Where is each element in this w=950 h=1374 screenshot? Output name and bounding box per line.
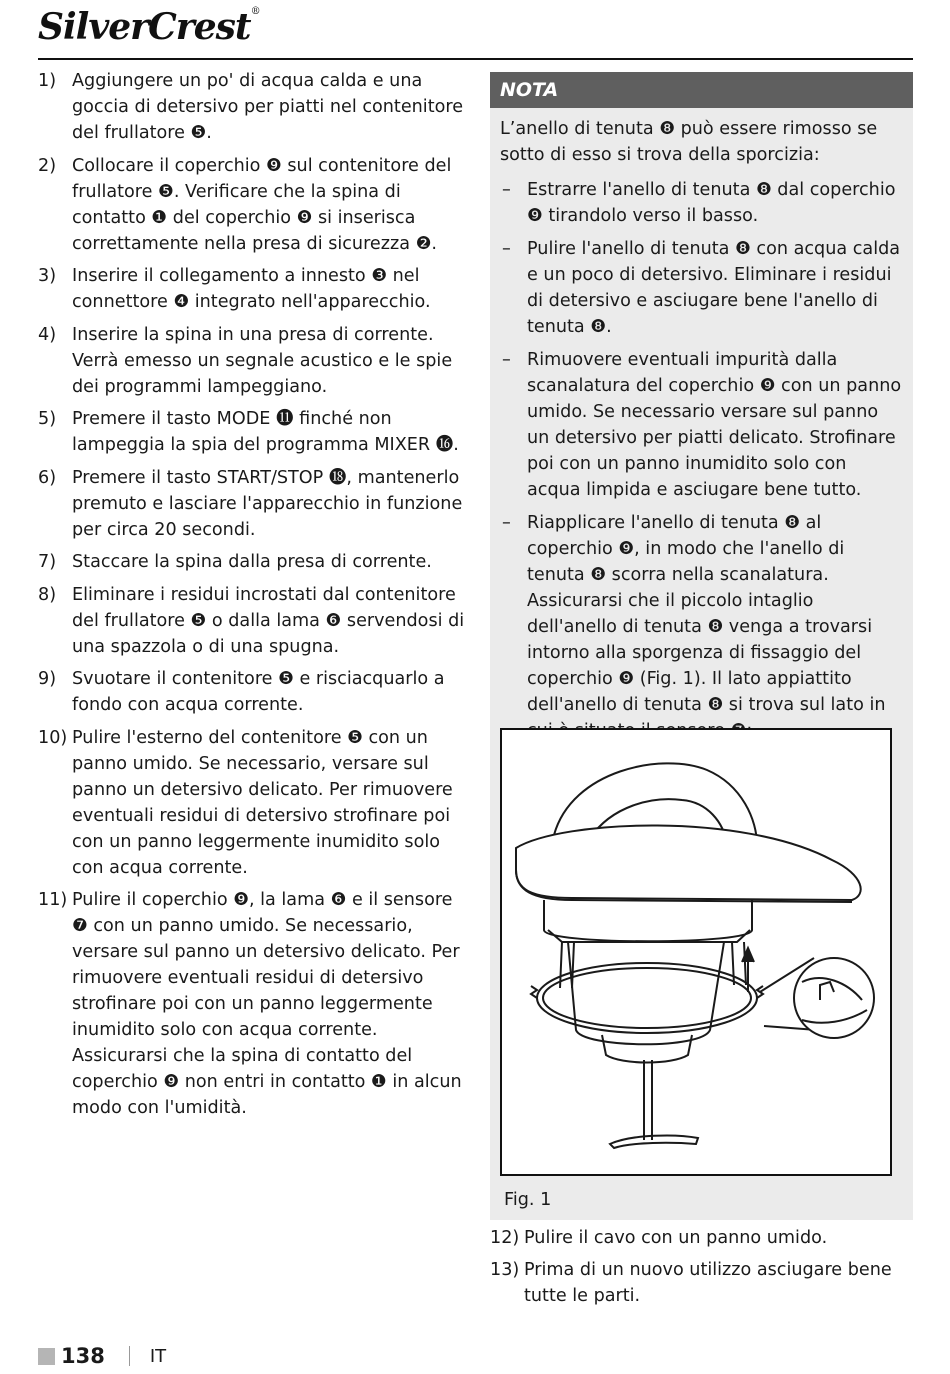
figure-caption: Fig. 1 (504, 1190, 552, 1210)
header-rule (38, 58, 913, 60)
note-box (490, 72, 913, 1220)
list-item: 2) Collocare il coperchio ❾ sul contenitore del frullatore ❺. Verificare che la spina di contatto ❶ del coperchio ❾ si inserisca correttamente nella presa di sicurezza ❷. (38, 155, 452, 254)
note-intro: L’anello di tenuta ❽ può essere rimosso se sotto di esso si trova della sporcizia: (500, 119, 878, 165)
footer-square-icon (38, 1348, 55, 1365)
list-item: 7) Staccare la spina dalla presa di corrente. (38, 552, 432, 572)
brand-registered-mark: ® (250, 6, 260, 17)
brand-logo (38, 6, 260, 48)
list-item: 4) Inserire la spina in una presa di corrente. Verrà emesso un segnale acustico e le spie dei programmi lampeggiano. (38, 324, 453, 397)
note-body (490, 108, 913, 744)
cleaning-steps-list (38, 68, 468, 1121)
list-item: – Estrarre l'anello di tenuta ❽ dal coperchio ❾ tirandolo verso il basso. (502, 180, 896, 226)
right-column (490, 72, 913, 1315)
list-item: 1) Aggiungere un po' di acqua calda e una goccia di detersivo per piatti nel contenitore del frullatore ❺. (38, 71, 464, 143)
final-steps-list (490, 1225, 913, 1309)
list-item: 11) Pulire il coperchio ❾, la lama ❻ e il sensore ❼ con un panno umido. Se necessario, versare sul panno un detersivo delicato. Per rimuovere eventuali residui di detersivo strofinare poi con un panno leggermente inumidito solo con acqua corrente. Assicurarsi che la spina di contatto del coperchio ❾ non entri in contatto ❶ in alcun modo con l'umidità. (38, 890, 462, 1118)
language-code: IT (149, 1345, 167, 1367)
list-item: – Pulire l'anello di tenuta ❽ con acqua calda e un poco di detersivo. Eliminare i residui di detersivo e asciugare bene l'anello di tenuta ❽. (502, 239, 901, 337)
lid-seal-illustration (502, 730, 889, 1173)
list-item: – Rimuovere eventuali impurità dalla scanalatura del coperchio ❾ con un panno umido. Se necessario versare sul panno un detersivo per piatti delicato. Strofinare poi con un panno inumidito solo con acqua limpida e asciugare bene tutto. (502, 350, 902, 500)
list-item: 8) Eliminare i residui incrostati dal contenitore del frullatore ❺ o dalla lama ❻ servendosi di una spazzola o di una spugna. (38, 584, 465, 657)
list-item: 10) Pulire l'esterno del contenitore ❺ con un panno umido. Se necessario, versare sul panno un detersivo delicato. Per rimuovere eventuali residui di detersivo strofinare poi con un panno leggermente inumidito solo con acqua corrente. (38, 727, 453, 878)
list-item: 3) Inserire il collegamento a innesto ❸ nel connettore ❹ integrato nell'apparecchio. (38, 266, 431, 312)
list-item: 6) Premere il tasto START/STOP ⓲, mantenerlo premuto e lasciare l'apparecchio in funzione per circa 20 secondi. (38, 467, 463, 540)
list-item: – Riapplicare l'anello di tenuta ❽ al coperchio ❾, in modo che l'anello di tenuta ❽ scorra nella scanalatura. Assicurarsi che il piccolo intaglio dell'anello di tenuta ❽ venga a trovarsi intorno alla sporgenza di fissaggio del coperchio ❾ (Fig. 1). Il lato appiattito dell'anello di tenuta ❽ si trova sul lato in (502, 513, 886, 715)
list-item: 12) Pulire il cavo con un panno umido. (490, 1228, 828, 1248)
figure-1 (500, 728, 892, 1176)
note-list (500, 177, 903, 744)
brand-name: SilverCrest (38, 6, 251, 48)
list-item: 13) Prima di un nuovo utilizzo asciugare bene tutte le parti. (490, 1260, 892, 1306)
footer-divider (129, 1346, 130, 1366)
list-item: 9) Svuotare il contenitore ❺ e risciacquarlo a fondo con acqua corrente. (38, 669, 445, 715)
list-item: 5) Premere il tasto MODE ⓫ finché non lampeggia la spia del programma MIXER ⓰. (38, 409, 459, 455)
left-column (38, 68, 468, 1128)
page-footer (38, 1344, 166, 1368)
note-title: NOTA (490, 72, 913, 108)
page-number: 138 (61, 1344, 105, 1368)
